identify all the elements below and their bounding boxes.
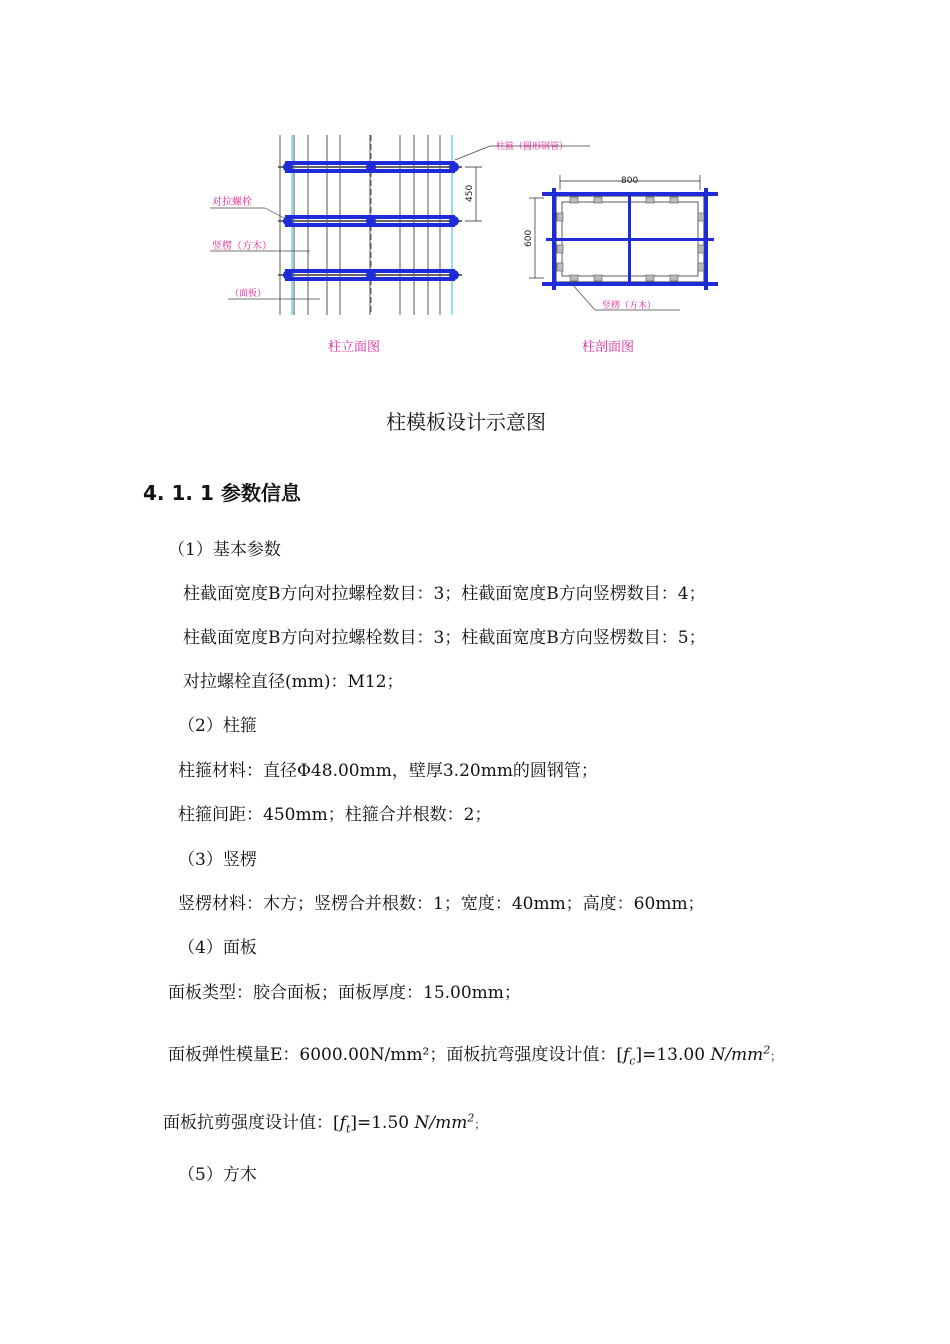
basic-params-title: （1）基本参数 [168, 540, 281, 560]
section-view [524, 175, 718, 355]
hoop-row-1 [278, 161, 462, 173]
label-hoop: 柱箍（圆形钢管） [496, 142, 569, 152]
section-title: 柱剖面图 [582, 340, 635, 355]
panel-line-3-text: 面板抗剪强度设计值： [163, 1113, 333, 1133]
label-stud-left: 竖楞（方木） [212, 241, 272, 252]
basic-param-line-2: 柱截面宽度B方向对拉螺栓数目：3；柱截面宽度B方向竖楞数目：5； [183, 628, 706, 648]
stud-title: （3）竖楞 [178, 850, 257, 870]
hoop-line-2: 柱箍间距：450mm；柱箍合并根数：2； [178, 805, 492, 825]
stud-line-1: 竖楞材料：木方；竖楞合并根数：1；宽度：40mm；高度：60mm； [178, 894, 705, 914]
section-heading: 4. 1. 1 参数信息 [143, 481, 301, 505]
panel-line-2-text: 面板弹性模量E：6000.00N/mm²；面板抗弯强度设计值： [168, 1045, 617, 1065]
dimension-width: 800 [621, 176, 639, 186]
wood-title: （5）方木 [178, 1165, 257, 1185]
shear-strength-formula: $[f_t]=1.50$ $N/mm^2$； [333, 1111, 486, 1136]
panel-line-2 [168, 1040, 781, 1067]
hoop-row-2 [278, 215, 462, 227]
panel-line-1: 面板类型：胶合面板；面板厚度：15.00mm； [168, 983, 521, 1003]
dimension-spacing: 450 [465, 184, 475, 202]
bending-strength-formula: $[f_c]=13.00$ $N/mm^2$； [616, 1043, 782, 1068]
label-bolt: 对拉螺栓 [212, 197, 252, 208]
basic-param-line-3: 对拉螺栓直径(mm)：M12； [183, 672, 404, 692]
figure-caption: 柱模板设计示意图 [386, 410, 546, 434]
dimension-height: 600 [524, 229, 534, 247]
basic-param-line-1: 柱截面宽度B方向对拉螺栓数目：3；柱截面宽度B方向竖楞数目：4； [183, 584, 706, 604]
label-panel: （面板） [230, 289, 267, 299]
formwork-diagram [190, 120, 750, 370]
hoop-title: （2）柱箍 [178, 716, 257, 736]
panel-line-3 [163, 1108, 485, 1135]
hoop-row-3 [278, 269, 462, 281]
elevation-title: 柱立面图 [328, 340, 381, 355]
hoop-line-1: 柱箍材料：直径Φ48.00mm，壁厚3.20mm的圆钢管； [178, 761, 598, 781]
label-stud-right: 竖楞（方木） [602, 301, 657, 311]
panel-title: （4）面板 [178, 938, 257, 958]
